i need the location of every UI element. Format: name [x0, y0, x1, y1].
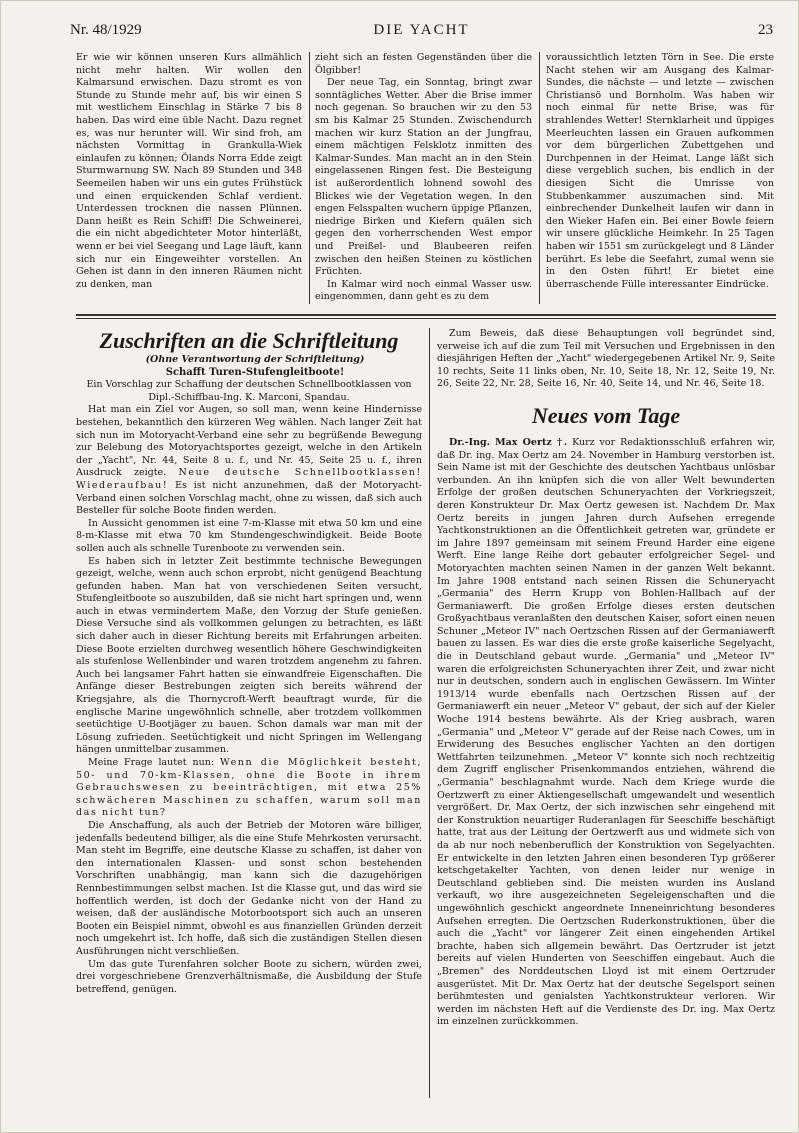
top-column-3: [546, 52, 774, 312]
paragraph: Hat man ein Ziel vor Augen, so soll man, wenn keine Hindernisse bestehen, bekanntlich den kürzeren Weg wählen. Nach langer Zeit hat sich nun im Motoryacht-Verband eine sehr zu begrüßende Bewegung zur Belebung des Motoryachtsportes gezeigt, welche in den Artikeln der „Yacht", Nr. 44, Seite 8 u. f., und Nr. 45, Seite 25 u. f., ihren Ausdruck zeigte. Neue deutsche Schnellbootklassen! Wiederaufbau! Es ist nicht anzunehmen, daß der Motoryacht-Verband einen solchen Vorschlag macht, ohne zu wissen, daß sich auch Besteller für solche Boote finden werden.: [76, 404, 422, 517]
section-title-letters: Zuschriften an die Schriftleitung: [99, 328, 399, 353]
emphasis-text: Wenn die Möglichkeit besteht, 50- und 70-km-Klassen, ohne die Boote in ihrem Gebrauchswesen zu beeinträchtigen, mit etwa 25% schwächeren Maschinen zu schaffen, warum soll man das nicht tun?: [76, 757, 422, 819]
page-number: 23: [758, 22, 773, 38]
paragraph: Um das gute Turenfahren solcher Boote zu sichern, würden zwei, drei vorgeschriebene Grenzverhältnismaße, die Ausbildung der Stufe betreffend, genügen.: [76, 958, 422, 995]
column-divider: [309, 52, 310, 304]
top-column-1: [76, 52, 302, 312]
paragraph: In Kalmar wird noch einmal Wasser usw. eingenommen, dann geht es zu dem: [315, 278, 532, 303]
paragraph: Er wie wir können unseren Kurs allmählich nicht mehr halten. Wir wollen den Kalmarsund erwischen. Dazu stromt es von Stunde zu Stunde mehr auf, bis wir einen S mit westlichem Einschlag in Stärke 7 bis 8 haben. Das wird eine üble Nacht. Dazu regnet es, was nur herunter will. Wir sind froh, am nächsten Vormittag in Grankulla-Wiek einlaufen zu können; Ölands Norra Edde zeigt Sturmwarnung SW. Nach 89 Stunden und 348 Seemeilen haben wir uns ein gutes Frühstück und einen erquickenden Schlaf verdient. Unterdessen trocknen die nassen Plünnen. Dann heißt es Rein Schiff! Die Schweinerei, die ein nicht abgedichteter Motor hinterläßt, wenn er bei viel Seegang und Lage läuft, kann sich nur ein Eingeweihter vorstellen. An Gehen ist dann in den inneren Räumen nicht zu denken, man: [76, 52, 302, 290]
section-divider: [76, 314, 776, 316]
page-header: [70, 22, 773, 44]
obituary-name: Dr.-Ing. Max Oertz †.: [449, 436, 568, 448]
paragraph: Es haben sich in letzter Zeit bestimmte technische Bewegungen gezeigt, welche, wenn auch schon erprobt, nicht genügend Beachtung gefunden haben. Man hat von verschiedenen Seiten versucht, Stufengleitboote so auszubilden, daß sie nicht hart springen und, wenn auch in etwas vermindertem Maße, den Vorzug der Stufe genießen. Diese Versuche sind als vollkommen gelungen zu betrachten, es läßt sich daher auch in dieser Richtung bereits mit Erfahrungen arbeiten. Diese Boote erzielten durchweg wesentlich höhere Geschwindigkeiten als stufenlose Wellenbinder und waren trotzdem angenehm zu fahren. Auch bei langsamer Fahrt hatten sie einwandfreie Eigenschaften. Die Anfänge dieser Bestrebungen zeigten sich bereits während der Kriegsjahre, als die Thornycroft-Werft beauftragt wurde, für die englische Marine ungewöhnlich schnelle, aber trotzdem vollkommen seetüchtige U-Bootjäger zu bauen. Schon damals war man mit der Lösung zufrieden. Seetüchtigkeit und nicht Springen im Wellengang hängen unmittelbar zusammen.: [76, 555, 422, 756]
section-subtitle: (Ohne Verantwortung der Schriftleitung): [145, 354, 365, 365]
column-divider: [539, 52, 540, 304]
paragraph: Der neue Tag, ein Sonntag, bringt zwar sonntägliches Wetter. Aber die Brise immer noch gegenan. So brauchen wir zu den 53 sm bis Kalmar 25 Stunden. Zwischendurch machen wir kurz Station an der Jungfrau, einem mächtigen Felsklotz inmitten des Kalmar-Sundes. Man macht an in den Stein eingelassenen Ringen fest. Die Besteigung ist außerordentlich lohnend sowohl des Blickes wie der Vegetation wegen. In den engen Felsspalten wuchern üppige Pflanzen, niedrige Birken und Kiefern quälen sich gegen den vorherrschenden West empor und Preißel- und Blaubeeren reifen zwischen den heißen Steinen zu köstlichen Früchten.: [315, 77, 532, 278]
section-title-news: Neues vom Tage: [531, 402, 681, 428]
paragraph: Zum Beweis, daß diese Behauptungen voll begründet sind, verweise ich auf die zum Teil mit Versuchen und Ergebnissen in den diesjährigen Heften der „Yacht" wiedergegebenen Artikel Nr. 9, Seite 10 rechts, Seite 11 links oben, Nr. 10, Seite 18, Nr. 12, Seite 19, Nr. 26, Seite 22, Nr. 28, Seite 16, Nr. 40, Seite 14, und Nr. 46, Seite 18.: [437, 328, 775, 390]
obituary-paragraph: Dr.-Ing. Max Oertz †. Kurz vor Redaktionsschluß erfahren wir, daß Dr. ing. Max Oertz am 24. November in Hamburg verstorben ist. Sein Name ist mit der Geschichte des deutschen Yachtbaus unlösbar verbunden. An ihn knüpfen sich die von aller Welt bewunderten Erfolge der großen deutschen Schuneryachten der Vorkriegszeit, deren Konstrukteur Dr. Max Oertz gewesen ist. Nachdem Dr. Max Oertz bereits in jungen Jahren durch Aufsehen erregende Yachtkonstruktionen an die Öffentlichkeit getreten war, gründete er im Jahre 1897 gemeinsam mit seinem Freund Harder eine eigene Werft. Eine lange Reihe dort gebauter erfolgreicher Segel- und Motoryachten machten seinen Namen in der ganzen Welt bekannt. Im Jahre 1908 entstand nach seinen Rissen die Schuneryacht „Germania" des Herrn Krupp von Bohlen-Hallbach auf der Germaniawerft. Die großen Erfolge dieses ersten deutschen Großyachtbaus veranlaßten den deutschen Kaiser, sofort einen neuen Schuner „Meteor IV" nach Oertzschen Rissen auf der Germaniawerft bauen zu lassen. Es war dies die erste große kaiserliche Segelyacht, die in Deutschland gebaut wurde. „Germania" und „Meteor IV" waren die erfolgreichsten Schuneryachten ihrer Zeit, und zwar nicht nur in deutschen, sondern auch in englischen Gewässern. Im Winter 1913/14 wurde ebenfalls nach Oertzschen Rissen auf der Germaniawerft ein neuer „Meteor V" gebaut, der sich auf der Kieler Woche 1914 bestens bewährte. Als der Krieg ausbrach, waren „Germania" und „Meteor V" gerade auf der Reise nach Cowes, um in Erwiderung des Besuches englischer Yachten an den dortigen Wettfahrten teilzunehmen. „Meteor V" konnte sich noch rechtzeitig dem Zugriff englischer Prisenkommandos entziehen, während die „Germania" beschlagnahmt wurde. Nach dem Kriege wurde die Oertzwerft zu einer Aktiengesellschaft umgewandelt und wesentlich vergrößert. Dr. Max Oertz, der sich inzwischen sehr eingehend mit der Konstruktion neuartiger Ruderanlagen für Seeschiffe beschäftigt hatte, trat aus der Leitung der Oertzwerft aus und widmete sich von da ab nur noch nebenberuflich der Konstruktion von Segelyachten. Er entwickelte in den letzten Jahren einen besonderen Typ größerer ketschgetakelter Yachten, von denen leider nur wenige in Deutschland geblieben sind. Die meisten wurden ins Ausland verkauft, wo ihre ausgezeichneten Segeleigenschaften und die ungewöhnlich geschickt angeordnete Inneneinrichtung besonderes Aufsehen erregten. Die Oertzschen Ruderkonstruktionen, über die auch die „Yacht" vor längerer Zeit einen eingehenden Artikel brachte, haben sich allgemein bewährt. Das Oertzruder ist jetzt bereits auf vielen Hunderten von Seeschiffen eingebaut. Auch die „Bremen" des Norddeutschen Lloyd ist mit einem Oertzruder ausgerüstet. Mit Dr. Max Oertz hat der deutsche Segelsport seinen berühmtesten und genialsten Yachtkonstrukteur verloren. Wir werden im nächsten Heft auf die Verdienste des Dr. ing. Max Oertz im einzelnen zurückkommen.: [437, 436, 775, 1028]
column-divider: [429, 328, 430, 1098]
emphasis-text: Neue deutsche Schnellbootklassen! Wiederaufbau!: [76, 467, 422, 491]
news-column: [437, 328, 775, 1098]
article-title: Schafft Turen-Stufengleitboote!: [165, 366, 345, 378]
issue-number: Nr. 48/1929: [70, 22, 142, 38]
section-divider: [76, 318, 776, 319]
article-intro: Ein Vorschlag zur Schaffung der deutschen Schnellbootklassen von Dipl.-Schiffbau-Ing. K. Marconi, Spandau.: [86, 379, 412, 403]
paragraph: In Aussicht genommen ist eine 7-m-Klasse mit etwa 50 km und eine 8-m-Klasse mit etwa 70 km Stundengeschwindigkeit. Beide Boote sollen auch als schnelle Turenboote zu verwenden sein.: [76, 517, 422, 554]
magazine-title: DIE YACHT: [373, 22, 470, 38]
paragraph: Die Anschaffung, als auch der Betrieb der Motoren wäre billiger, jedenfalls bedeutend billiger, als die eine Stufe Mehrkosten verursacht. Man steht im Begriffe, eine deutsche Klasse zu schaffen, ist daher von den internationalen Klassen- und sonst schon bestehenden Vorschriften unabhängig, man kann sich die dazugehörigen Rennbestimmungen selbst machen. Ist die Klasse gut, und das wird sie hoffentlich werden, ist doch der Gedanke nicht von der Hand zu weisen, daß der ausländische Motorbootsport sich auch an unseren Booten ein Beispiel nimmt, obwohl es aus finanziellen Gründen derzeit noch umgekehrt ist. Ich hoffe, daß sich die zuständigen Stellen diesen Ausführungen nicht verschließen.: [76, 819, 422, 957]
top-column-2: [315, 52, 532, 312]
paragraph: Meine Frage lautet nun: Wenn die Möglichkeit besteht, 50- und 70-km-Klassen, ohne die Boote in ihrem Gebrauchswesen zu beeinträchtigen, mit etwa 25% schwächeren Maschinen zu schaffen, warum soll man das nicht tun?: [76, 757, 422, 819]
paragraph: zieht sich an festen Gegenständen über die Ölgibber!: [315, 52, 532, 76]
letters-column: [76, 328, 422, 1098]
paragraph: voraussichtlich letzten Törn in See. Die erste Nacht stehen wir am Ausgang des Kalmar-Sundes, die nächste — und letzte — zwischen Christiansö und Bornholm. Was haben wir noch einmal für nette Brise, was für strahlendes Wetter! Sternklarheit und üppiges Meerleuchten lassen ein Grauen aufkommen vor dem bürgerlichen Zubettgehen und Durchpennen in der Heimat. Lange läßt sich diese vergeblich suchen, bis endlich in der diesigen Sicht die Umrisse von Stubbenkammer auszumachen sind. Mit einbrechender Dunkelheit laufen wir dann in den Wieker Hafen ein. Bei einer Bowle feiern wir unsere glückliche Heimkehr. In 25 Tagen haben wir 1551 sm zurückgelegt und 8 Länder berührt. Es lebe die Seefahrt, zumal wenn sie in den Osten führt! Er bietet eine überraschende Fülle interessanter Eindrücke.: [546, 52, 774, 290]
